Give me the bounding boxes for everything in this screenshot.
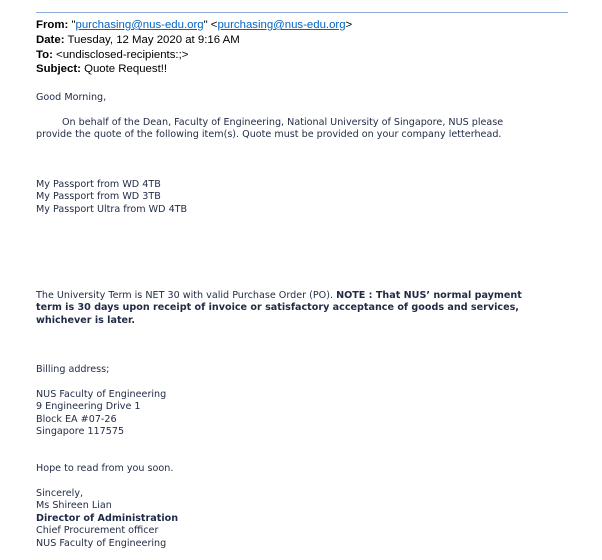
signature-org: NUS Faculty of Engineering	[36, 537, 167, 549]
item-list	[36, 179, 568, 216]
from-address-link[interactable]: purchasing@nus-edu.org	[217, 19, 346, 31]
terms-line: term is 30 days upon receipt of invoice or satisfactory acceptance of goods and services,	[36, 302, 519, 314]
email-header	[36, 18, 352, 77]
intro-paragraph	[36, 117, 568, 142]
signature-name: Ms Shireen Lian	[36, 500, 112, 512]
from-row: From: "purchasing@nus-edu.org" <purchasing@nus-edu.org>	[36, 19, 353, 31]
terms-line	[36, 290, 568, 302]
date-row	[36, 33, 352, 48]
address-line: Block EA #07-26	[36, 413, 117, 425]
date-label: Date:	[36, 33, 65, 46]
address-line: Singapore 117575	[36, 426, 125, 438]
terms-line: whichever is later.	[36, 314, 136, 326]
to-value: <undisclosed-recipients:;>	[56, 48, 189, 61]
date-value: Tuesday, 12 May 2020 at 9:16 AM	[67, 33, 240, 46]
signature-role: Chief Procurement officer	[36, 525, 159, 537]
subject-label: Subject:	[36, 63, 81, 76]
list-item: My Passport from WD 4TB	[36, 179, 161, 190]
signoff: Sincerely,	[36, 488, 84, 499]
to-label: To:	[36, 48, 53, 61]
intro-line: On behalf of the Dean, Faculty of Engineering, National University of Singapore, NUS please	[62, 117, 504, 128]
list-item: My Passport from WD 3TB	[36, 191, 161, 203]
terms-note-text: NOTE : That NUS’ normal payment	[336, 290, 522, 301]
terms-regular-text: The University Term is NET 30 with valid Purchase Order (PO).	[36, 290, 333, 301]
subject-value: Quote Request!!	[84, 63, 168, 76]
payment-terms-paragraph	[36, 290, 568, 327]
subject-row	[36, 62, 352, 77]
from-label: From:	[36, 19, 69, 31]
from-name-link[interactable]: purchasing@nus-edu.org	[75, 19, 204, 31]
address-line: 9 Engineering Drive 1	[36, 401, 141, 413]
signature-title: Director of Administration	[36, 512, 179, 524]
list-item: My Passport Ultra from WD 4TB	[36, 203, 188, 215]
signature-block	[36, 488, 568, 550]
address-line: NUS Faculty of Engineering	[36, 389, 167, 400]
greeting: Good Morning,	[36, 92, 107, 103]
billing-address	[36, 389, 568, 439]
header-divider	[36, 12, 568, 13]
to-row	[36, 48, 352, 63]
closing-line: Hope to read from you soon.	[36, 463, 174, 474]
billing-label: Billing address;	[36, 364, 110, 375]
intro-line: provide the quote of the following item(s). Quote must be provided on your company letterhead.	[36, 129, 502, 141]
